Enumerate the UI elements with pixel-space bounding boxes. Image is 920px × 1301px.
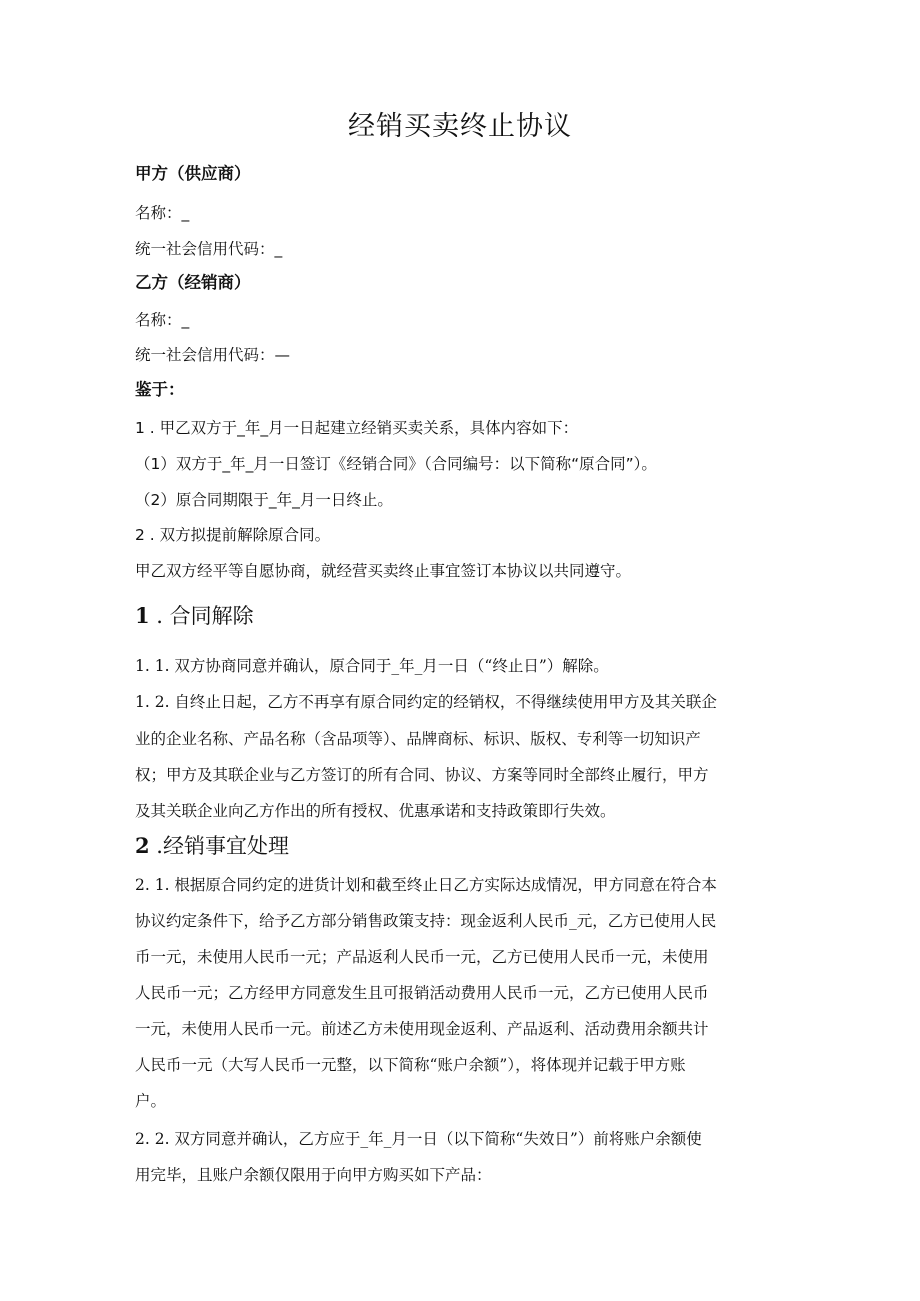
clause-1-2-line: 及其关联企业向乙方作出的所有授权、优惠承诺和支持政策即行失效。 <box>135 802 616 820</box>
clause-2-1-line: 人民币一元（大写人民币一元整，以下简称“账户余额”），将体现并记载于甲方账 <box>135 1056 686 1074</box>
whereas-item-1-2: （2）原合同期限于_年_月一日终止。 <box>135 491 393 509</box>
clause-2-1-line: 人民币一元；乙方经甲方同意发生且可报销活动费用人民币一元，乙方已使用人民币 <box>135 984 709 1002</box>
party-a-heading: 甲方（供应商） <box>135 164 251 183</box>
clause-2-1-line: 户。 <box>135 1092 167 1110</box>
party-b-credit-code: 统一社会信用代码：— <box>135 346 291 364</box>
section-1-title: . 合同解除 <box>149 604 254 628</box>
party-a-credit-code: 统一社会信用代码：_ <box>135 240 283 258</box>
document-title: 经销买卖终止协议 <box>348 111 572 142</box>
clause-2-1-line: 一元，未使用人民币一元。前述乙方未使用现金返利、产品返利、活动费用余额共计 <box>135 1020 709 1038</box>
whereas-heading: 鉴于： <box>135 380 185 399</box>
clause-1-1: 1. 1. 双方协商同意并确认，原合同于_年_月一日（“终止日”）解除。 <box>135 657 609 675</box>
section-1-heading <box>135 603 785 629</box>
section-2-title: .经销事宜处理 <box>149 834 289 858</box>
section-2-heading <box>135 833 785 859</box>
party-b-heading: 乙方（经销商） <box>135 273 251 292</box>
clause-2-2-line: 2. 2. 双方同意并确认，乙方应于_年_月一日（以下简称“失效日”）前将账户余额使 <box>135 1130 702 1148</box>
clause-2-2-line: 用完毕，且账户余额仅限用于向甲方购买如下产品： <box>135 1166 492 1184</box>
clause-2-1-line: 2. 1. 根据原合同约定的进货计划和截至终止日乙方实际达成情况，甲方同意在符合本 <box>135 876 717 894</box>
whereas-item-2: 2 . 双方拟提前解除原合同。 <box>135 526 331 544</box>
party-b-name: 名称：_ <box>135 311 190 329</box>
section-2-number: 2 <box>135 833 150 858</box>
whereas-closing: 甲乙双方经平等自愿协商，就经营买卖终止事宜签订本协议以共同遵守。 <box>135 562 632 580</box>
clause-1-2-line: 权；甲方及其联企业与乙方签订的所有合同、协议、方案等同时全部终止履行，甲方 <box>135 766 709 784</box>
whereas-item-1: 1 . 甲乙双方于_年_月一日起建立经销买卖关系，具体内容如下： <box>135 419 579 437</box>
section-1-number: 1 <box>135 603 150 628</box>
party-a-name: 名称：_ <box>135 204 190 222</box>
clause-1-2-line: 业的企业名称、产品名称（含品项等）、品牌商标、标识、版权、专利等一切知识产 <box>135 730 701 748</box>
clause-2-1-line: 协议约定条件下，给予乙方部分销售政策支持：现金返利人民币_元，乙方已使用人民 <box>135 912 717 930</box>
whereas-item-1-1: （1）双方于_年_月一日签订《经销合同》（合同编号：以下简称“原合同”）。 <box>135 455 657 473</box>
clause-2-1-line: 币一元，未使用人民币一元；产品返利人民币一元，乙方已使用人民币一元，未使用 <box>135 948 709 966</box>
clause-1-2-line: 1. 2. 自终止日起，乙方不再享有原合同约定的经销权，不得继续使用甲方及其关联企 <box>135 693 717 711</box>
